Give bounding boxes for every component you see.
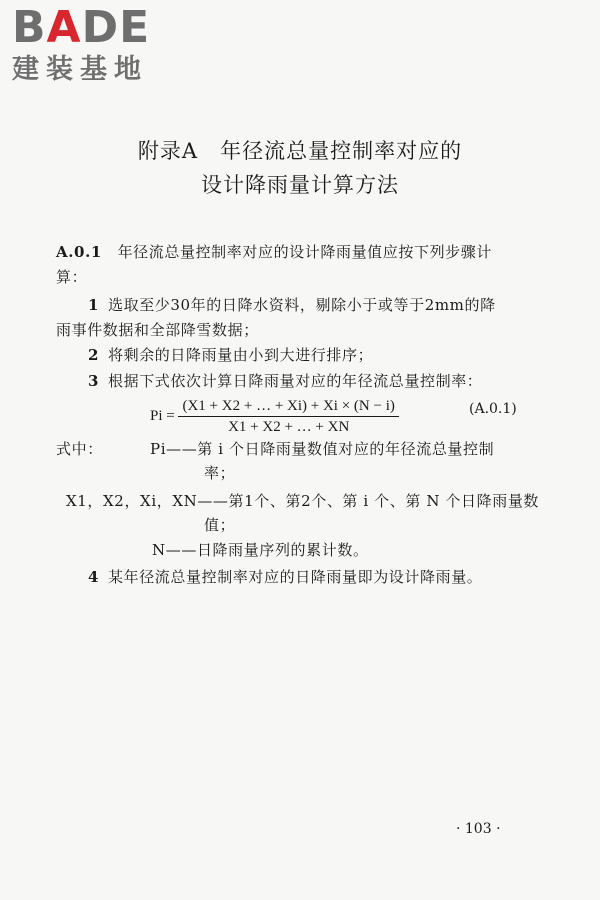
definition-pi-line2: 率； bbox=[204, 464, 236, 482]
definition-n: N——日降雨量序列的累计数。 bbox=[152, 541, 369, 559]
definitions-label: 式中： bbox=[56, 440, 103, 458]
formula-numerator: (X1 + X2 + … + Xi) + Xi × (N − i) bbox=[178, 396, 398, 417]
formula-a01 bbox=[150, 396, 399, 437]
definition-pi: Pi——第 i 个日降雨量数值对应的年径流总量控制 bbox=[150, 440, 495, 458]
formula-fraction bbox=[178, 396, 398, 437]
step-3: 3 根据下式依次计算日降雨量对应的年径流总量控制率： bbox=[88, 372, 483, 390]
section-a01-line2: 算： bbox=[56, 268, 88, 286]
definition-x-line2: 值； bbox=[204, 516, 236, 534]
formula-denominator: X1 + X2 + … + XN bbox=[228, 419, 350, 435]
logo-wordmark: BADE bbox=[12, 2, 151, 53]
appendix-title-line1: 附录A 年径流总量控制率对应的 bbox=[137, 139, 463, 163]
step-2: 2 将剩余的日降雨量由小到大进行排序； bbox=[88, 346, 374, 364]
page-number: · 103 · bbox=[456, 821, 501, 837]
definition-x: X1，X2，Xi，XN——第1个、第2个、第 i 个、第 N 个日降雨量数 bbox=[66, 492, 540, 510]
logo-tagline: 建装基地 bbox=[12, 54, 148, 85]
appendix-title-line2: 设计降雨量计算方法 bbox=[201, 173, 399, 197]
formula-lhs: Pi = bbox=[150, 407, 175, 424]
step-1-line1: 1 选取至少30年的日降水资料，剔除小于或等于2mm的降 bbox=[88, 296, 496, 314]
step-4: 4 某年径流总量控制率对应的日降雨量即为设计降雨量。 bbox=[88, 568, 483, 586]
bade-logo bbox=[12, 2, 187, 86]
section-a01-line1: A.0.1 年径流总量控制率对应的设计降雨量值应按下列步骤计 bbox=[56, 243, 492, 261]
step-1-line2: 雨事件数据和全部降雪数据； bbox=[56, 321, 259, 339]
equation-number: (A.0.1) bbox=[469, 401, 517, 417]
section-number: A.0.1 bbox=[56, 243, 102, 261]
